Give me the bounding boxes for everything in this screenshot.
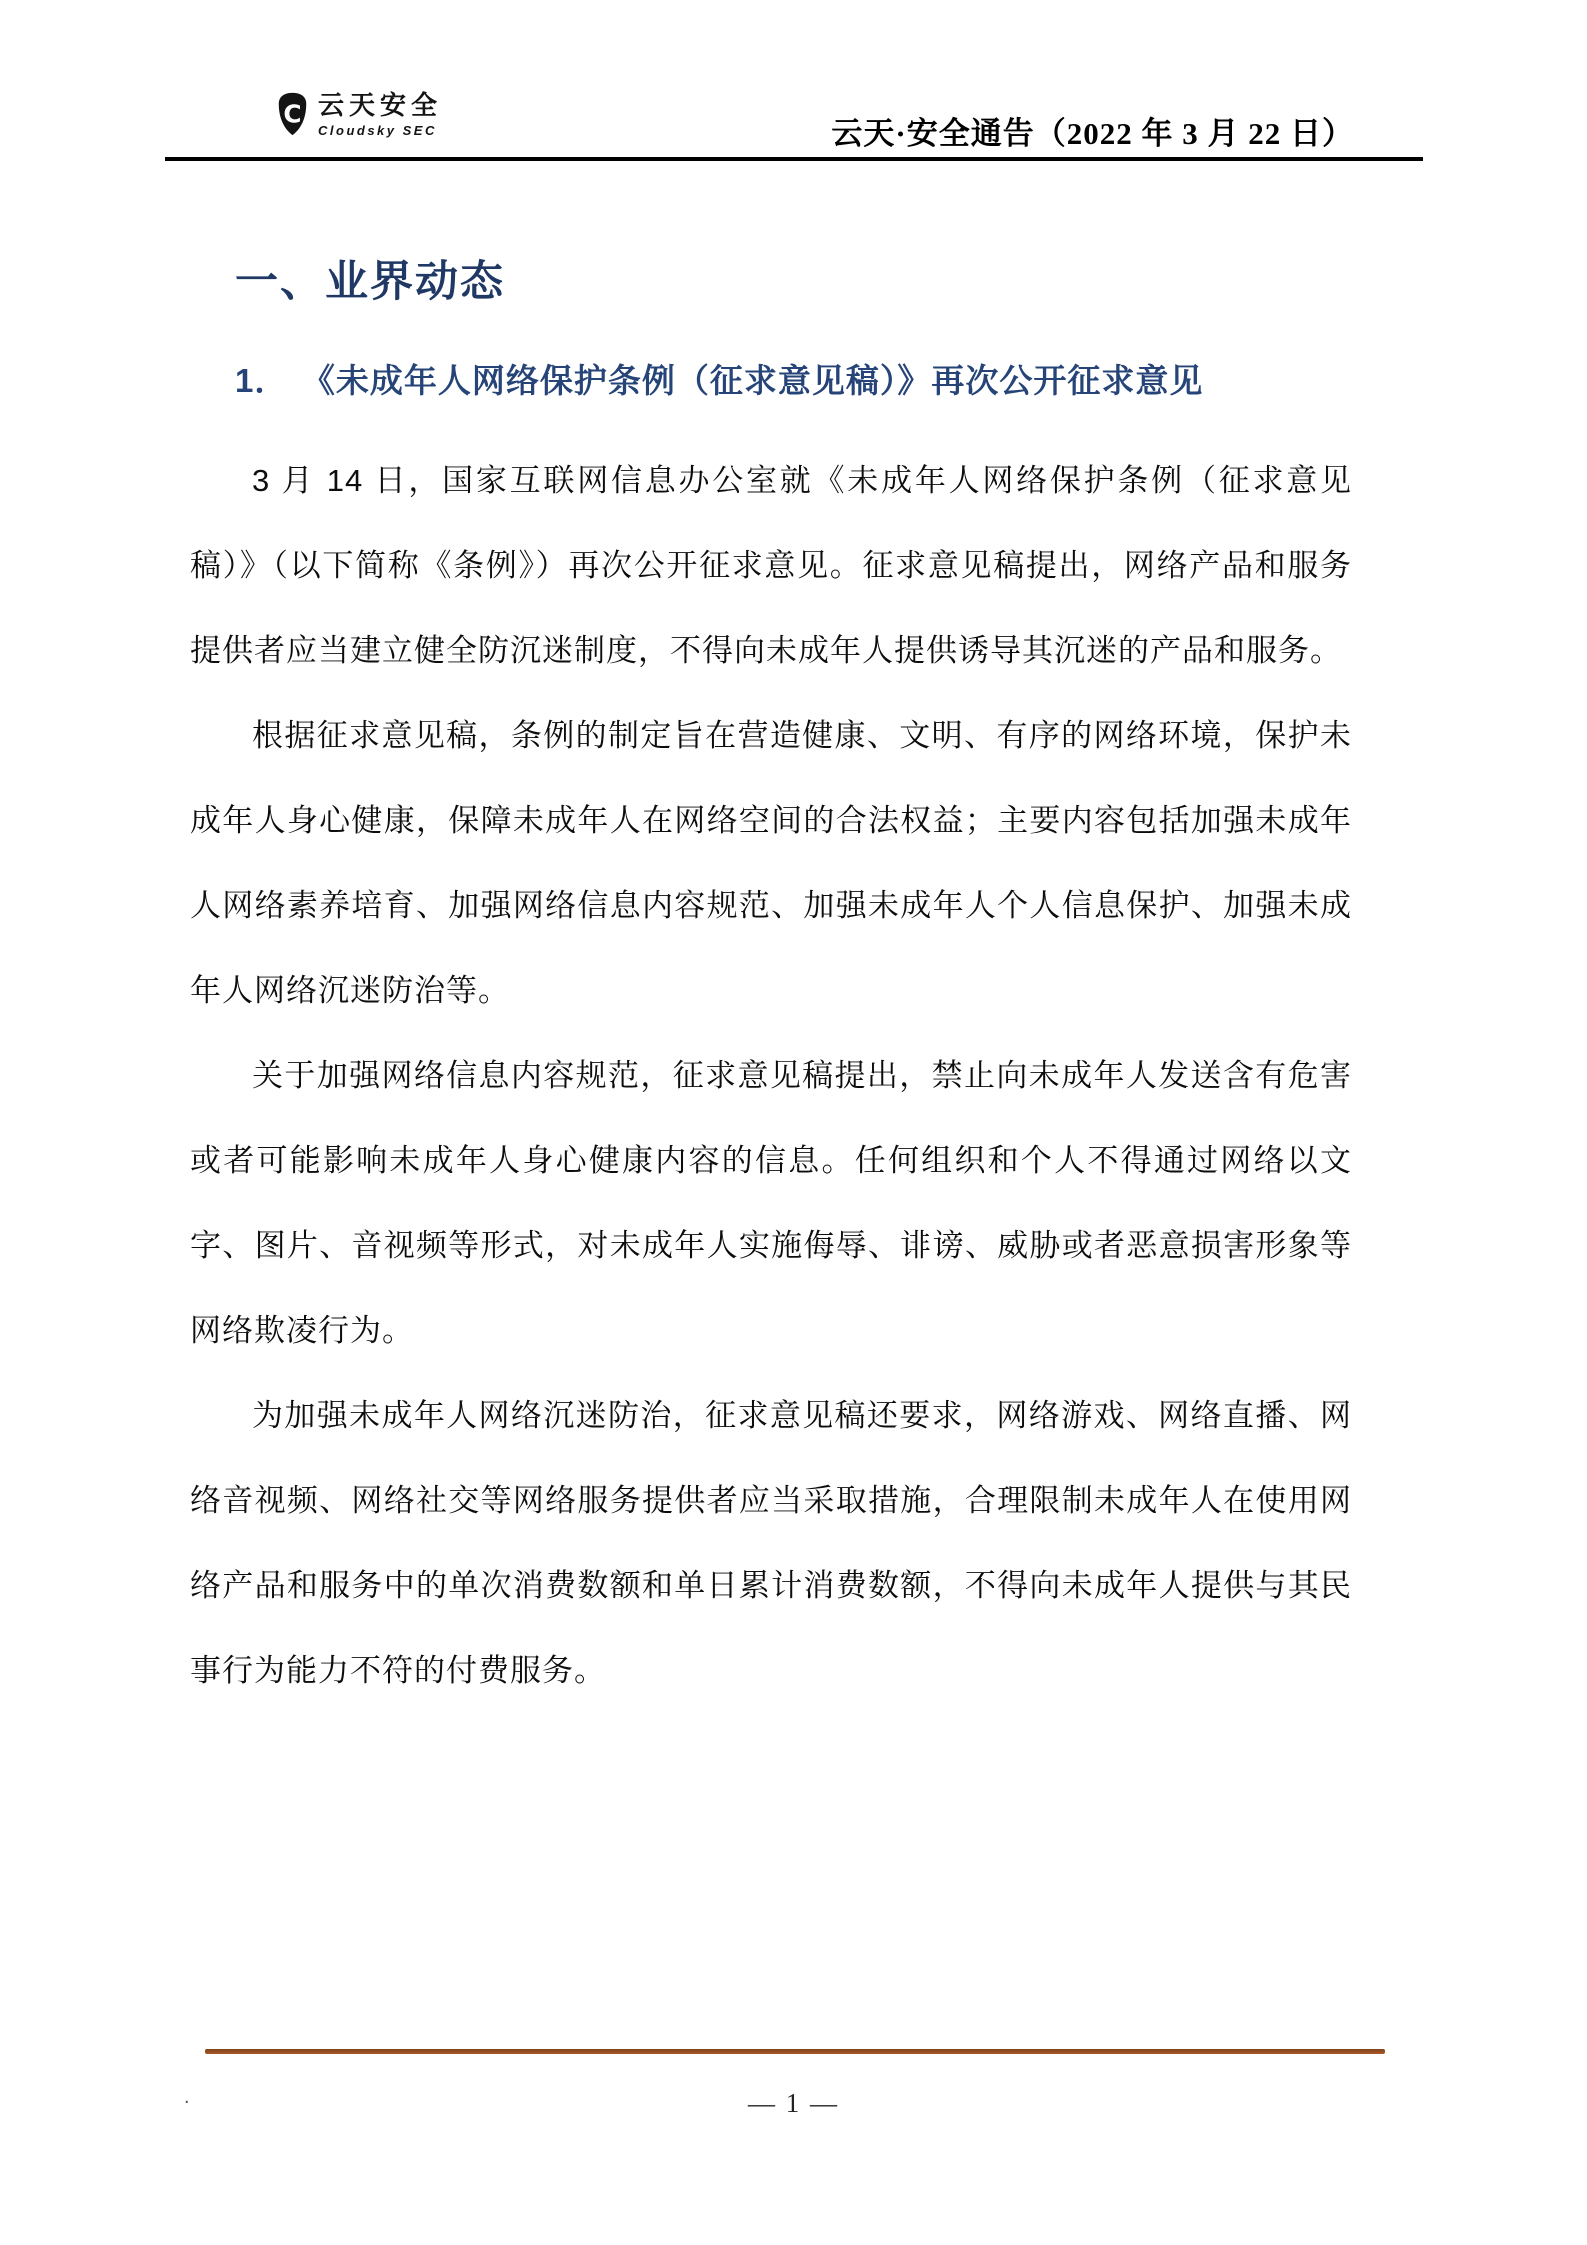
article-title-text: 《未成年人网络保护条例（征求意见稿）》再次公开征求意见 xyxy=(318,362,1204,399)
article-number: 1． xyxy=(235,362,289,399)
footer-left-mark: . xyxy=(184,2086,190,2108)
brand-name-cn: 云天安全 xyxy=(318,90,443,120)
footer-divider xyxy=(205,2049,1385,2054)
paragraph: 关于加强网络信息内容规范，征求意见稿提出，禁止向未成年人发送含有危害或者可能影响未成年人身心健康内容的信息。任何组织和个人不得通过网络以文字、图片、音视频等形式，对未成年人实施侮辱、诽谤、威胁或者恶意损害形象等网络欺凌行为。 xyxy=(190,1058,1352,1348)
section-title: 一、业界动态 xyxy=(235,258,505,306)
brand-logo xyxy=(276,90,442,138)
document-body xyxy=(190,161,1352,1713)
paragraph: 根据征求意见稿，条例的制定旨在营造健康、文明、有序的网络环境，保护未成年人身心健康，保障未成年人在网络空间的合法权益；主要内容包括加强未成年人网络素养培育、加强网络信息内容规范、加强未成年人个人信息保护、加强未成年人网络沉迷防治等。 xyxy=(190,718,1352,1008)
bulletin-title: 云天·安全通告（2022 年 3 月 22 日） xyxy=(831,116,1354,151)
article-text xyxy=(190,438,1352,1713)
page-number: — 1 — xyxy=(748,2088,839,2118)
paragraph: 3 月 14 日，国家互联网信息办公室就《未成年人网络保护条例（征求意见稿）》（以下简称《条例》）再次公开征求意见。征求意见稿提出，网络产品和服务提供者应当建立健全防沉迷制度，不得向未成年人提供诱导其沉迷的产品和服务。 xyxy=(190,463,1352,668)
brand-text xyxy=(318,90,442,138)
article-title xyxy=(235,360,1352,402)
brand-name-en: Cloudsky SEC xyxy=(318,123,437,138)
paragraph: 为加强未成年人网络沉迷防治，征求意见稿还要求，网络游戏、网络直播、网络音视频、网络社交等网络服务提供者应当采取措施，合理限制未成年人在使用网络产品和服务中的单次消费数额和单日累计消费数额，不得向未成年人提供与其民事行为能力不符的付费服务。 xyxy=(190,1398,1352,1688)
svg-text:C: C xyxy=(283,99,302,129)
shield-c-icon xyxy=(276,90,309,138)
